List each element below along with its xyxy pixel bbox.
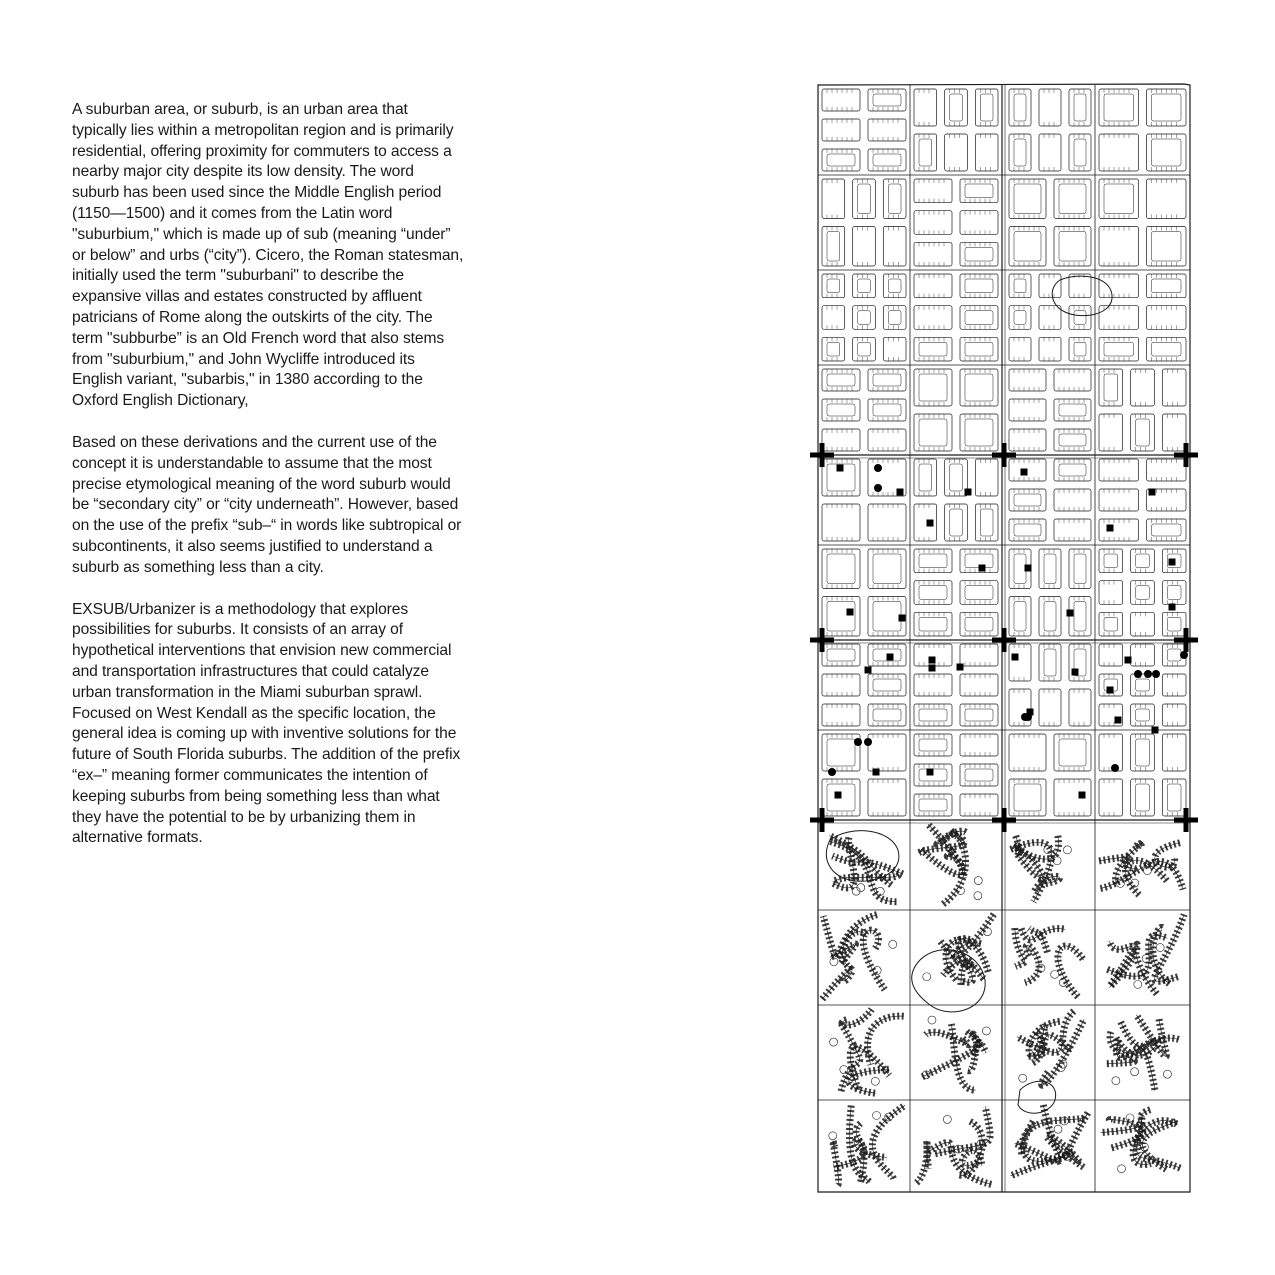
- intervention-dot-marker: [864, 738, 872, 746]
- intervention-square-marker: [897, 489, 904, 496]
- intervention-dot-marker: [874, 464, 882, 472]
- intervention-dot-marker: [1134, 670, 1142, 678]
- intervention-square-marker: [835, 792, 842, 799]
- intervention-square-marker: [847, 609, 854, 616]
- intervention-square-marker: [957, 664, 964, 671]
- paragraph-etymology: A suburban area, or suburb, is an urban area that typically lies within a metropolitan region and is primarily residential, offering proximity for commuters to access a nearby major city despite its low density. The word suburb has been used since the Middle English period (1150—1500) and it comes from the Latin word "suburbium," which is made up of sub (meaning “under” or below” and urbs (“city”). Cicero, the Roman statesman, initially used the term "suburbani" to describe the expansive villas and estates constructed by affluent patricians of Rome along the outskirts of the city. The term "subburbe” is an Old French word that also stems from "suburbium," and John Wycliffe introduced its English variant, "subarbis," in 1380 according to the Oxford English Dictionary,: [72, 101, 464, 410]
- intervention-dot-marker: [854, 738, 862, 746]
- intervention-dot-marker: [1021, 713, 1029, 721]
- suburb-street-map: [810, 80, 1200, 1200]
- intervention-square-marker: [1149, 489, 1156, 496]
- intervention-dot-marker: [1111, 764, 1119, 772]
- paragraph-exsub: EXSUB/Urbanizer is a methodology that explores possibilities for suburbs. It consists of an array of hypothetical interventions that envision new commercial and transportation infrastructures that could catalyze urban transformation in the Miami suburban sprawl. Focused on West Kendall as the specific location, the general idea is coming up with inventive solutions for the future of South Florida suburbs. The addition of the prefix “ex–” meaning former communicates the intention of keeping suburbs from being something less than what they have the potential to be by urbanizing them in alternative formats.: [72, 600, 461, 847]
- intersection-cross-marker: [810, 808, 834, 832]
- intervention-square-marker: [929, 657, 936, 664]
- intervention-dot-marker: [1152, 670, 1160, 678]
- intersection-cross-marker: [992, 628, 1016, 652]
- intervention-square-marker: [927, 769, 934, 776]
- intersection-cross-marker: [810, 443, 834, 467]
- intersection-cross-marker: [1174, 443, 1198, 467]
- intervention-square-marker: [1072, 669, 1079, 676]
- intervention-square-marker: [1079, 792, 1086, 799]
- text-column: [72, 100, 464, 870]
- intervention-square-marker: [979, 565, 986, 572]
- intervention-dot-marker: [828, 768, 836, 776]
- intervention-square-marker: [837, 465, 844, 472]
- intervention-square-marker: [1107, 525, 1114, 532]
- intervention-square-marker: [1107, 687, 1114, 694]
- intervention-square-marker: [1025, 565, 1032, 572]
- intervention-dot-marker: [874, 484, 882, 492]
- intervention-markers: [810, 443, 1198, 832]
- intervention-square-marker: [1012, 654, 1019, 661]
- intersection-cross-marker: [1174, 628, 1198, 652]
- intervention-dot-marker: [1144, 670, 1152, 678]
- intervention-dot-marker: [1180, 651, 1188, 659]
- intervention-square-marker: [1169, 604, 1176, 611]
- intervention-square-marker: [1125, 657, 1132, 664]
- intervention-square-marker: [1021, 469, 1028, 476]
- intersection-cross-marker: [992, 808, 1016, 832]
- intervention-square-marker: [1115, 717, 1122, 724]
- intersection-cross-marker: [810, 628, 834, 652]
- paragraph-interpretation: Based on these derivations and the current use of the concept it is understandable to assume that the most precise etymological meaning of the word suburb would be “secondary city” or “city underneath”. However, based on the use of the prefix “sub–“ in words like subtropical or subcontinents, it also seems justified to understand a suburb as something less than a city.: [72, 433, 462, 576]
- intervention-square-marker: [899, 615, 906, 622]
- intersection-cross-marker: [992, 443, 1016, 467]
- intervention-square-marker: [1067, 610, 1074, 617]
- intervention-square-marker: [929, 665, 936, 672]
- intervention-square-marker: [927, 520, 934, 527]
- intervention-square-marker: [887, 654, 894, 661]
- intervention-square-marker: [1169, 559, 1176, 566]
- intervention-square-marker: [1152, 727, 1159, 734]
- intervention-square-marker: [873, 769, 880, 776]
- intersection-cross-marker: [1174, 808, 1198, 832]
- intervention-square-marker: [865, 667, 872, 674]
- intervention-square-marker: [965, 489, 972, 496]
